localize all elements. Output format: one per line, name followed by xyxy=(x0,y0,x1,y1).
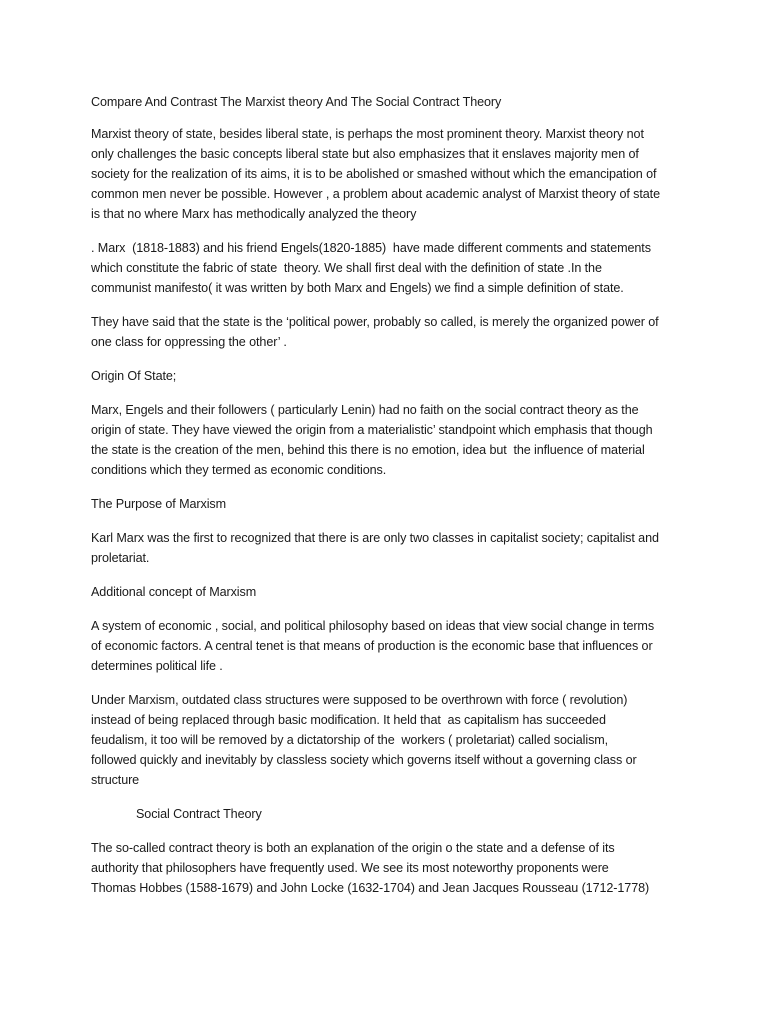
paragraph-line: of economic factors. A central tenet is that means of production is the economic base that influences or xyxy=(91,639,653,653)
paragraph-line: the state is the creation of the men, behind this there is no emotion, idea but the influence of material xyxy=(91,443,645,457)
paragraph-line: proletariat. xyxy=(91,551,150,565)
paragraph-line: They have said that the state is the ‘political power, probably so called, is merely the organized power of xyxy=(91,315,659,329)
paragraph-additional-concept xyxy=(91,616,691,676)
paragraph-line: origin of state. They have viewed the origin from a materialistic’ standpoint which emphasis that though xyxy=(91,423,653,437)
paragraph-line: . Marx (1818-1883) and his friend Engels(1820-1885) have made different comments and statements xyxy=(91,241,651,255)
paragraph-line: only challenges the basic concepts liberal state but also emphasizes that it enslaves majority men of xyxy=(91,147,639,161)
paragraph-line: feudalism, it too will be removed by a dictatorship of the workers ( proletariat) called socialism, xyxy=(91,733,609,747)
paragraph-line: A system of economic , social, and political philosophy based on ideas that view social change in terms xyxy=(91,619,655,633)
paragraph-line: Under Marxism, outdated class structures were supposed to be overthrown with force ( revolution) xyxy=(91,693,628,707)
paragraph-marx-engels xyxy=(91,238,691,298)
paragraph-purpose xyxy=(91,528,691,568)
paragraph-origin xyxy=(91,400,691,480)
heading-social-contract-theory xyxy=(91,804,691,824)
paragraph-line: instead of being replaced through basic modification. It held that as capitalism has succeeded xyxy=(91,713,606,727)
paragraph-under-marxism xyxy=(91,690,691,790)
paragraph-line: authority that philosophers have frequently used. We see its most noteworthy proponents were xyxy=(91,861,609,875)
heading-purpose-of-marxism xyxy=(91,494,691,514)
paragraph-line: society for the realization of its aims, it is to be abolished or smashed without which the emancipation of xyxy=(91,167,657,181)
paragraph-marxist-theory-intro xyxy=(91,124,691,224)
paragraph-line: Marx, Engels and their followers ( particularly Lenin) had no faith on the social contract theory as the xyxy=(91,403,639,417)
title-text: Compare And Contrast The Marxist theory And The Social Contract Theory xyxy=(91,95,502,109)
heading-text: Additional concept of Marxism xyxy=(91,585,257,599)
heading-origin-of-state xyxy=(91,366,691,386)
heading-text: Origin Of State; xyxy=(91,369,177,383)
document-page xyxy=(91,92,691,898)
heading-text: The Purpose of Marxism xyxy=(91,497,226,511)
paragraph-line: which constitute the fabric of state theory. We shall first deal with the definition of state .In the xyxy=(91,261,602,275)
paragraph-line: determines political life . xyxy=(91,659,223,673)
paragraph-state-definition xyxy=(91,312,691,352)
paragraph-line: Karl Marx was the first to recognized that there is are only two classes in capitalist society; capitalist and xyxy=(91,531,659,545)
paragraph-line: The so-called contract theory is both an explanation of the origin o the state and a defense of its xyxy=(91,841,615,855)
paragraph-line: conditions which they termed as economic conditions. xyxy=(91,463,387,477)
paragraph-line: is that no where Marx has methodically analyzed the theory xyxy=(91,207,417,221)
paragraph-line: Marxist theory of state, besides liberal state, is perhaps the most prominent theory. Marxist theory not xyxy=(91,127,644,141)
heading-text: Social Contract Theory xyxy=(136,807,262,821)
heading-additional-concept xyxy=(91,582,691,602)
paragraph-line: Thomas Hobbes (1588-1679) and John Locke (1632-1704) and Jean Jacques Rousseau (1712-1778) xyxy=(91,881,650,895)
document-title xyxy=(91,92,691,112)
paragraph-line: one class for oppressing the other’ . xyxy=(91,335,287,349)
paragraph-social-contract xyxy=(91,838,691,898)
paragraph-line: common men never be possible. However , a problem about academic analyst of Marxist theory of state xyxy=(91,187,660,201)
paragraph-line: communist manifesto( it was written by both Marx and Engels) we find a simple definition of state. xyxy=(91,281,624,295)
paragraph-line: followed quickly and inevitably by classless society which governs itself without a governing class or xyxy=(91,753,637,767)
paragraph-line: structure xyxy=(91,773,140,787)
